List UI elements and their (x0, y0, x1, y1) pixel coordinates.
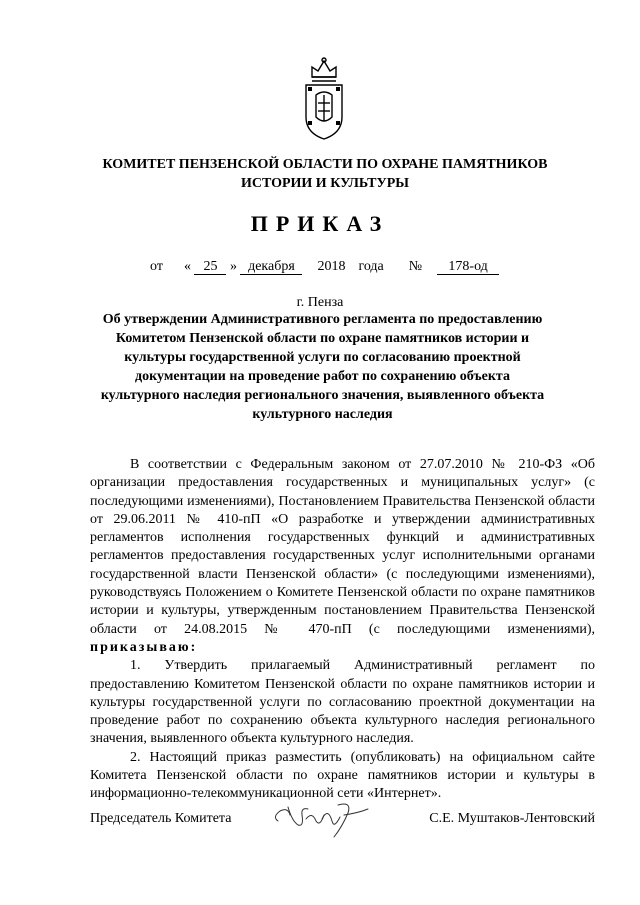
date-number-line (150, 259, 530, 275)
quote-close: » (229, 259, 237, 274)
quote-open: « (183, 259, 191, 274)
organization-name (60, 155, 590, 193)
date-day: 25 (194, 259, 226, 275)
organization-name-line1: КОМИТЕТ ПЕНЗЕНСКОЙ ОБЛАСТИ ПО ОХРАНЕ ПАМЯТНИКОВ (102, 157, 548, 172)
document-number: 178-од (437, 259, 499, 275)
date-month: декабря (240, 259, 302, 275)
document-subject: Об утверждении Административного регламента по предоставлению Комитетом Пензенской области по охране памятников истории и культуры государственной услуги по согласованию проектной документации на проведение работ по сохранению объекта культурного наследия регионального значения, выявленного объекта культурного наследия (100, 312, 545, 422)
organization-name-line2: ИСТОРИИ И КУЛЬТУРЫ (240, 176, 410, 191)
signatory-name: С.Е. Муштаков-Лентовский (429, 811, 595, 826)
date-prefix: от (150, 259, 163, 274)
order-item-1: 1. Утвердить прилагаемый Административный регламент по предоставлению Комитетом Пензенской области по охране памятников истории и культуры государственной услуги по согласованию проектной документации на проведение работ по сохранению объекта культурного наследия регионального значения, выявленного объекта культурного наследия. (90, 658, 595, 747)
order-word: приказываю: (90, 639, 198, 655)
number-sign: № (408, 259, 423, 274)
signatory-role: Председатель Комитета (90, 811, 232, 826)
order-item-2: 2. Настоящий приказ разместить (опубликовать) на официальном сайте Комитета Пензенской области по охране памятников истории и культуры в информационно-телекоммуникационной сети «Интернет». (90, 749, 595, 802)
document-title: ПРИКАЗ (250, 211, 390, 236)
city: г. Пенза (296, 295, 344, 310)
date-year: 2018 (317, 259, 346, 274)
preamble-text: В соответствии с Федеральным законом от 27.07.2010 № 210-ФЗ «Об организации предоставления государственных и муниципальных услуг» (с последующими изменениями), Постановлением Правительства Пензенской области от 29.06.2011 № 410-пП «О разработке и утверждении административных регламентов исполнения государственных функций и административных регламентов предоставления государственных услуг исполнительными органами государственной власти Пензенской области» (с последующими изменениями), руководствуясь Положением о Комитете Пензенской области по охране памятников истории и культуры, утвержденным постановлением Правительства Пензенской области от 24.08.2015 № 470-пП (с последующими изменениями), (90, 457, 595, 637)
handwritten-signature-icon (268, 797, 378, 839)
penza-coat-of-arms-icon (298, 55, 350, 141)
document-body (90, 456, 595, 804)
date-year-word: года (358, 259, 384, 274)
preamble-paragraph (90, 456, 595, 657)
